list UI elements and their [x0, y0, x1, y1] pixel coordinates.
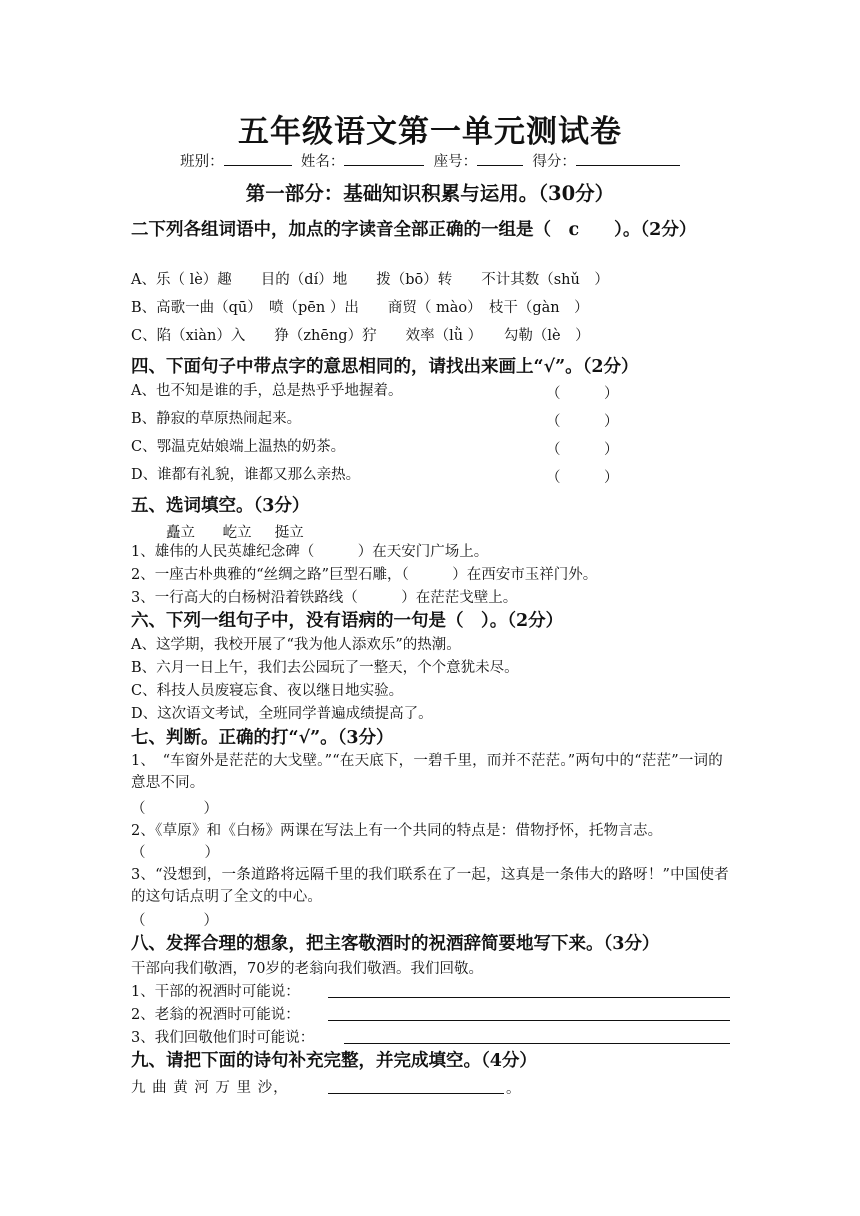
q8-answer-line-1[interactable] [328, 997, 730, 998]
q4-item-d: D、谁都有礼貌，谁都又那么亲热。 [131, 467, 361, 483]
q5-word-3: 挺立 [274, 525, 304, 541]
q5-item-1: 1、雄伟的人民英雄纪念碑（ ）在天安门广场上。 [131, 544, 489, 560]
class-blank[interactable] [224, 152, 292, 166]
q2-option-b: B、高歌一曲（qū） 喷（pēn ）出 商贸（ mào） 枝干（gàn ） [131, 300, 589, 316]
seat-label: 座号： [433, 154, 478, 170]
student-info-row [0, 150, 860, 171]
part-one-heading: 第一部分：基础知识积累与运用。（30分） [245, 182, 615, 205]
q7-item-2: 2、《草原》和《白杨》两课在写法上有一个共同的特点是：借物抒怀，托物言志。（ ） [131, 823, 663, 861]
score-label: 得分： [532, 154, 576, 170]
q6-option-d: D、这次语文考试，全班同学普遍成绩提高了。 [131, 706, 433, 722]
q5-item-3: 3、一行高大的白杨树沿着铁路线（ ）在茫茫戈壁上。 [131, 590, 518, 606]
q4-item-c: C、鄂温克姑娘端上温热的奶茶。 [131, 439, 346, 455]
q6-heading: 六、下列一组句子中，没有语病的一句是（ ）。（2分） [131, 611, 564, 631]
q5-word-2: 屹立 [222, 525, 252, 541]
q4-answer-d[interactable]: （ ） [546, 470, 619, 486]
q4-heading: 四、下面句子中带点字的意思相同的，请找出来画上“√”。（2分） [131, 357, 639, 377]
q4-answer-c[interactable]: （ ） [546, 442, 619, 458]
q4-answer-a[interactable]: （ ） [546, 386, 619, 402]
q6-option-b: B、六月一日上午，我们去公园玩了一整天，个个意犹未尽。 [131, 660, 519, 676]
q9-poem-line-1: 九 曲 黄 河 万 里 沙， [131, 1080, 289, 1096]
q4-item-b: B、静寂的草原热闹起来。 [131, 411, 302, 427]
q5-word-1: 矗立 [166, 525, 195, 541]
q8-item-2: 2、老翁的祝酒时可能说： [131, 1007, 300, 1023]
q8-answer-line-2[interactable] [328, 1020, 730, 1021]
q8-answer-line-3[interactable] [344, 1043, 730, 1044]
q7-answer-1[interactable]: （ ） [131, 801, 218, 817]
q7-heading: 七、判断。正确的打“√”。（3分） [131, 728, 394, 748]
q2-option-c: C、陷（xiàn）入 狰（zhēng）狞 效率（lǜ ） 勾勒（lè ） [131, 328, 590, 344]
q2-heading: 二下列各组词语中，加点的字读音全部正确的一组是（ c ）。（2分） [131, 220, 697, 240]
q8-item-3: 3、我们回敬他们时可能说： [131, 1030, 315, 1046]
q8-intro: 干部向我们敬酒，70岁的老翁向我们敬酒。我们回敬。 [131, 961, 483, 977]
q7-item-3: 3、“没想到，一条道路将远隔千里的我们联系在了一起，这真是一条伟大的路呀！”中国使者的这句话点明了全文的中心。 [131, 867, 729, 905]
page-title: 五年级语文第一单元测试卷 [238, 114, 622, 150]
q5-word-bank [166, 521, 304, 542]
q6-option-a: A、这学期，我校开展了“我为他人添欢乐”的热潮。 [131, 637, 461, 653]
q4-item-a: A、也不知是谁的手，总是热乎乎地握着。 [131, 383, 403, 399]
q7-answer-3[interactable]: （ ） [131, 913, 218, 929]
q8-item-1: 1、干部的祝酒时可能说： [131, 984, 300, 1000]
seat-blank[interactable] [477, 152, 523, 166]
q4-answer-b[interactable]: （ ） [546, 414, 619, 430]
score-blank[interactable] [576, 152, 680, 166]
name-label: 姓名： [300, 154, 345, 170]
q6-option-c: C、科技人员废寝忘食、夜以继日地实验。 [131, 683, 404, 699]
class-label: 班别： [180, 154, 224, 170]
q2-option-a: A、乐（ lè）趣 目的（dí）地 拨（bō）转 不计其数（shǔ ） [131, 272, 609, 288]
q5-item-2: 2、一座古朴典雅的“丝绸之路”巨型石雕，（ ）在西安市玉祥门外。 [131, 567, 598, 583]
q9-heading: 九、请把下面的诗句补充完整，并完成填空。（4分） [131, 1051, 537, 1071]
q8-heading: 八、发挥合理的想象，把主客敬酒时的祝酒辞简要地写下来。（3分） [131, 934, 660, 954]
q9-line-end: 。 [506, 1081, 521, 1097]
name-blank[interactable] [344, 152, 424, 166]
q5-heading: 五、选词填空。（3分） [131, 496, 310, 516]
q9-answer-line-1[interactable] [328, 1093, 504, 1094]
q7-item-1: 1、 “车窗外是茫茫的大戈壁。”“在天底下，一碧千里，而并不茫茫。”两句中的“茫茫”一词的意思不同。 [131, 753, 723, 791]
